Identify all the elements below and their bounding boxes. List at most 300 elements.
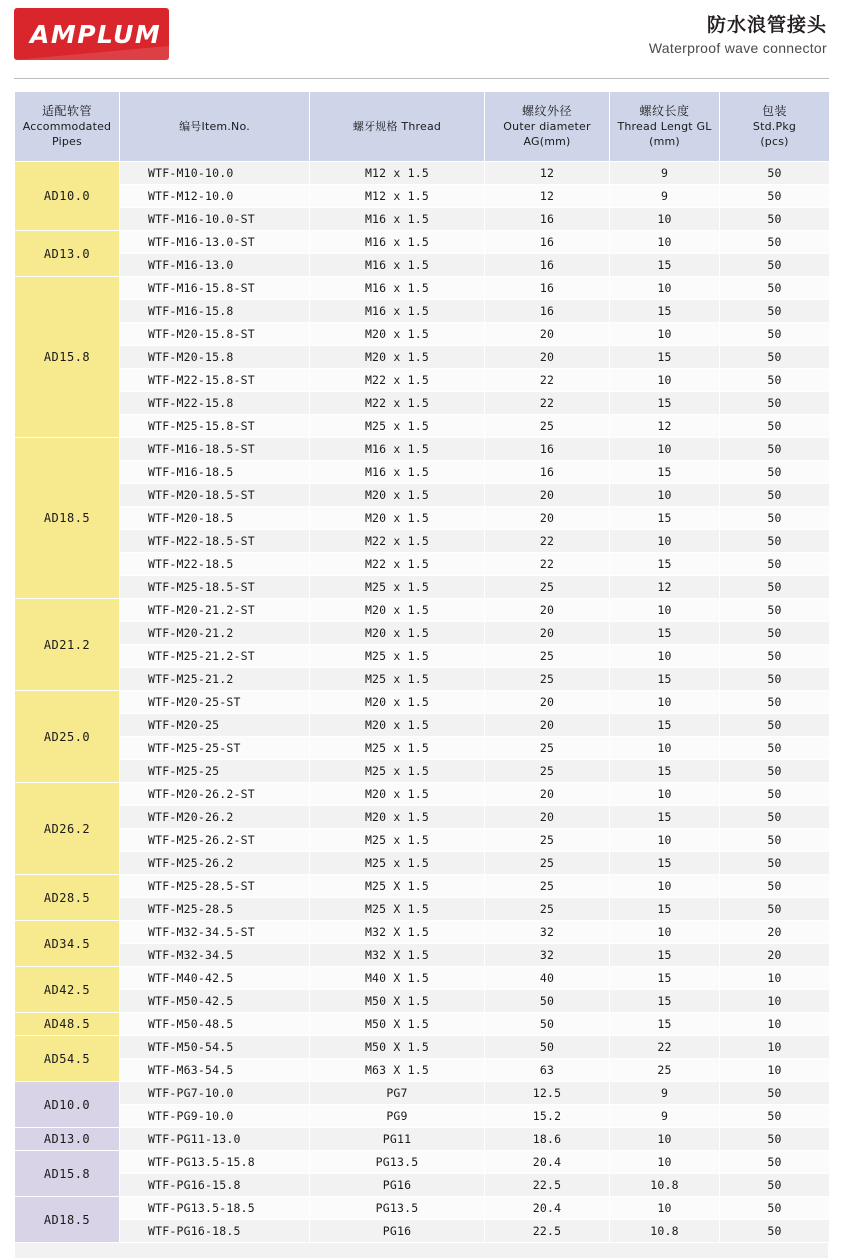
cell-thread: M20 x 1.5 bbox=[310, 783, 485, 806]
cell-item-no: WTF-M16-13.0 bbox=[120, 254, 310, 277]
table-row bbox=[15, 921, 830, 944]
cell-item-no: WTF-PG11-13.0 bbox=[120, 1128, 310, 1151]
brand-logo-text: AMPLUM bbox=[30, 19, 162, 49]
cell-outer-diameter: 16 bbox=[485, 461, 610, 484]
cell-thread-length: 10 bbox=[610, 599, 720, 622]
cell-outer-diameter: 20.4 bbox=[485, 1151, 610, 1174]
cell-thread: M16 x 1.5 bbox=[310, 208, 485, 231]
cell-item-no: WTF-M20-26.2 bbox=[120, 806, 310, 829]
cell-item-no: WTF-M25-26.2 bbox=[120, 852, 310, 875]
cell-thread-length: 10 bbox=[610, 277, 720, 300]
table-row bbox=[15, 668, 830, 691]
table-row bbox=[15, 1059, 830, 1082]
col-header-en-line2: (pcs) bbox=[760, 135, 789, 148]
cell-accommodated-pipe: AD15.8 bbox=[15, 277, 120, 438]
cell-outer-diameter: 50 bbox=[485, 1036, 610, 1059]
cell-thread-length: 10 bbox=[610, 231, 720, 254]
cell-accommodated-pipe: AD18.5 bbox=[15, 438, 120, 599]
cell-thread: M40 X 1.5 bbox=[310, 967, 485, 990]
cell-outer-diameter: 25 bbox=[485, 898, 610, 921]
col-header-en-line2: Pipes bbox=[52, 135, 82, 148]
cell-item-no: WTF-M16-13.0-ST bbox=[120, 231, 310, 254]
cell-outer-diameter: 20 bbox=[485, 507, 610, 530]
cell-item-no: WTF-M50-48.5 bbox=[120, 1013, 310, 1036]
cell-thread-length: 15 bbox=[610, 392, 720, 415]
cell-thread-length: 15 bbox=[610, 1013, 720, 1036]
cell-thread-length: 15 bbox=[610, 806, 720, 829]
cell-accommodated-pipe: AD48.5 bbox=[15, 1013, 120, 1036]
cell-std-pkg: 50 bbox=[720, 898, 830, 921]
cell-accommodated-pipe: AD42.5 bbox=[15, 967, 120, 1013]
cell-thread-length: 10 bbox=[610, 737, 720, 760]
cell-std-pkg: 50 bbox=[720, 1197, 830, 1220]
page-title-cn: 防水浪管接头 bbox=[706, 14, 827, 36]
cell-item-no: WTF-M16-15.8 bbox=[120, 300, 310, 323]
col-header-thread bbox=[310, 92, 485, 162]
cell-std-pkg: 10 bbox=[720, 1036, 830, 1059]
cell-std-pkg: 20 bbox=[720, 944, 830, 967]
cell-outer-diameter: 25 bbox=[485, 875, 610, 898]
spec-table bbox=[14, 91, 830, 1243]
cell-item-no: WTF-PG13.5-15.8 bbox=[120, 1151, 310, 1174]
cell-thread: M25 x 1.5 bbox=[310, 668, 485, 691]
cell-item-no: WTF-M22-15.8 bbox=[120, 392, 310, 415]
spec-table-body bbox=[15, 162, 830, 1243]
cell-outer-diameter: 16 bbox=[485, 277, 610, 300]
cell-outer-diameter: 50 bbox=[485, 990, 610, 1013]
cell-thread: PG11 bbox=[310, 1128, 485, 1151]
cell-thread: M25 x 1.5 bbox=[310, 415, 485, 438]
cell-thread: M25 X 1.5 bbox=[310, 898, 485, 921]
cell-outer-diameter: 15.2 bbox=[485, 1105, 610, 1128]
table-row bbox=[15, 530, 830, 553]
cell-item-no: WTF-M22-15.8-ST bbox=[120, 369, 310, 392]
cell-std-pkg: 50 bbox=[720, 300, 830, 323]
cell-thread-length: 10 bbox=[610, 875, 720, 898]
cell-outer-diameter: 25 bbox=[485, 576, 610, 599]
cell-thread-length: 10 bbox=[610, 1151, 720, 1174]
col-header-thread-length bbox=[610, 92, 720, 162]
cell-std-pkg: 50 bbox=[720, 392, 830, 415]
col-header-en-line1: Thread Lengt GL bbox=[617, 120, 712, 133]
cell-thread: M25 x 1.5 bbox=[310, 852, 485, 875]
cell-thread-length: 22 bbox=[610, 1036, 720, 1059]
cell-item-no: WTF-M20-15.8-ST bbox=[120, 323, 310, 346]
col-header-std-pkg bbox=[720, 92, 830, 162]
table-row bbox=[15, 185, 830, 208]
cell-thread-length: 10 bbox=[610, 829, 720, 852]
cell-std-pkg: 50 bbox=[720, 1174, 830, 1197]
cell-outer-diameter: 20.4 bbox=[485, 1197, 610, 1220]
cell-thread: M12 x 1.5 bbox=[310, 185, 485, 208]
cell-std-pkg: 50 bbox=[720, 254, 830, 277]
cell-accommodated-pipe: AD13.0 bbox=[15, 1128, 120, 1151]
cell-accommodated-pipe: AD34.5 bbox=[15, 921, 120, 967]
table-row bbox=[15, 553, 830, 576]
cell-item-no: WTF-M20-15.8 bbox=[120, 346, 310, 369]
cell-outer-diameter: 63 bbox=[485, 1059, 610, 1082]
cell-accommodated-pipe: AD18.5 bbox=[15, 1197, 120, 1243]
cell-std-pkg: 50 bbox=[720, 737, 830, 760]
cell-thread: M20 x 1.5 bbox=[310, 346, 485, 369]
cell-thread: M16 x 1.5 bbox=[310, 300, 485, 323]
table-row bbox=[15, 1197, 830, 1220]
cell-thread-length: 10 bbox=[610, 369, 720, 392]
cell-accommodated-pipe: AD13.0 bbox=[15, 231, 120, 277]
cell-item-no: WTF-M25-18.5-ST bbox=[120, 576, 310, 599]
table-row bbox=[15, 599, 830, 622]
col-header-cn: 包装 bbox=[761, 104, 787, 118]
cell-std-pkg: 10 bbox=[720, 1013, 830, 1036]
cell-thread-length: 10 bbox=[610, 484, 720, 507]
cell-thread: M20 x 1.5 bbox=[310, 714, 485, 737]
cell-outer-diameter: 16 bbox=[485, 231, 610, 254]
cell-item-no: WTF-M25-28.5-ST bbox=[120, 875, 310, 898]
cell-item-no: WTF-M32-34.5 bbox=[120, 944, 310, 967]
cell-thread: M25 x 1.5 bbox=[310, 829, 485, 852]
table-row bbox=[15, 714, 830, 737]
cell-thread: M25 x 1.5 bbox=[310, 576, 485, 599]
cell-thread: PG7 bbox=[310, 1082, 485, 1105]
cell-item-no: WTF-M25-26.2-ST bbox=[120, 829, 310, 852]
cell-outer-diameter: 16 bbox=[485, 300, 610, 323]
cell-thread: M16 x 1.5 bbox=[310, 438, 485, 461]
cell-thread-length: 15 bbox=[610, 507, 720, 530]
cell-std-pkg: 50 bbox=[720, 1105, 830, 1128]
cell-item-no: WTF-M25-15.8-ST bbox=[120, 415, 310, 438]
cell-std-pkg: 50 bbox=[720, 346, 830, 369]
spec-table-head bbox=[15, 92, 830, 162]
cell-item-no: WTF-M10-10.0 bbox=[120, 162, 310, 185]
cell-outer-diameter: 20 bbox=[485, 323, 610, 346]
cell-item-no: WTF-M25-21.2 bbox=[120, 668, 310, 691]
table-header-row bbox=[15, 92, 830, 162]
table-row bbox=[15, 852, 830, 875]
table-row bbox=[15, 1151, 830, 1174]
table-row bbox=[15, 438, 830, 461]
cell-outer-diameter: 25 bbox=[485, 829, 610, 852]
cell-thread: M22 x 1.5 bbox=[310, 392, 485, 415]
cell-item-no: WTF-M16-18.5 bbox=[120, 461, 310, 484]
cell-std-pkg: 50 bbox=[720, 162, 830, 185]
cell-std-pkg: 50 bbox=[720, 806, 830, 829]
cell-thread-length: 9 bbox=[610, 1105, 720, 1128]
cell-item-no: WTF-M63-54.5 bbox=[120, 1059, 310, 1082]
cell-thread: M25 x 1.5 bbox=[310, 737, 485, 760]
cell-outer-diameter: 20 bbox=[485, 783, 610, 806]
table-row bbox=[15, 576, 830, 599]
cell-thread: M50 X 1.5 bbox=[310, 990, 485, 1013]
cell-std-pkg: 50 bbox=[720, 277, 830, 300]
cell-std-pkg: 20 bbox=[720, 921, 830, 944]
cell-thread-length: 25 bbox=[610, 1059, 720, 1082]
cell-thread: M25 x 1.5 bbox=[310, 760, 485, 783]
cell-thread: M16 x 1.5 bbox=[310, 461, 485, 484]
page-title-en: Waterproof wave connector bbox=[648, 40, 827, 56]
cell-thread: M22 x 1.5 bbox=[310, 530, 485, 553]
cell-thread: M22 x 1.5 bbox=[310, 369, 485, 392]
cell-item-no: WTF-M12-10.0 bbox=[120, 185, 310, 208]
cell-item-no: WTF-M16-10.0-ST bbox=[120, 208, 310, 231]
cell-outer-diameter: 25 bbox=[485, 760, 610, 783]
cell-thread-length: 10 bbox=[610, 438, 720, 461]
cell-thread-length: 15 bbox=[610, 668, 720, 691]
cell-std-pkg: 10 bbox=[720, 990, 830, 1013]
table-row bbox=[15, 691, 830, 714]
table-row bbox=[15, 254, 830, 277]
cell-thread: PG16 bbox=[310, 1174, 485, 1197]
cell-thread: PG9 bbox=[310, 1105, 485, 1128]
cell-thread: M32 X 1.5 bbox=[310, 921, 485, 944]
cell-item-no: WTF-PG16-18.5 bbox=[120, 1220, 310, 1243]
cell-std-pkg: 50 bbox=[720, 369, 830, 392]
cell-std-pkg: 50 bbox=[720, 622, 830, 645]
page-title bbox=[649, 8, 829, 58]
cell-thread: M63 X 1.5 bbox=[310, 1059, 485, 1082]
cell-thread-length: 15 bbox=[610, 300, 720, 323]
cell-std-pkg: 50 bbox=[720, 553, 830, 576]
col-header-cn: 螺纹长度 bbox=[639, 104, 690, 118]
table-row bbox=[15, 622, 830, 645]
cell-item-no: WTF-M32-34.5-ST bbox=[120, 921, 310, 944]
table-row bbox=[15, 300, 830, 323]
cell-outer-diameter: 22 bbox=[485, 392, 610, 415]
brand-logo bbox=[14, 8, 169, 60]
cell-thread: M25 X 1.5 bbox=[310, 875, 485, 898]
spec-table-wrap bbox=[0, 79, 843, 1243]
cell-std-pkg: 50 bbox=[720, 576, 830, 599]
cell-thread-length: 12 bbox=[610, 576, 720, 599]
cell-thread: M50 X 1.5 bbox=[310, 1036, 485, 1059]
cell-accommodated-pipe: AD15.8 bbox=[15, 1151, 120, 1197]
cell-thread-length: 10 bbox=[610, 208, 720, 231]
cell-thread-length: 10.8 bbox=[610, 1174, 720, 1197]
cell-thread-length: 10 bbox=[610, 323, 720, 346]
col-header-en-line2: (mm) bbox=[649, 135, 680, 148]
col-header-cn: 适配软管 bbox=[41, 104, 92, 118]
cell-outer-diameter: 22 bbox=[485, 369, 610, 392]
cell-item-no: WTF-M25-25 bbox=[120, 760, 310, 783]
cell-outer-diameter: 32 bbox=[485, 944, 610, 967]
table-row bbox=[15, 392, 830, 415]
cell-thread: PG13.5 bbox=[310, 1151, 485, 1174]
cell-item-no: WTF-M25-25-ST bbox=[120, 737, 310, 760]
table-row bbox=[15, 898, 830, 921]
cell-std-pkg: 10 bbox=[720, 967, 830, 990]
cell-std-pkg: 50 bbox=[720, 1220, 830, 1243]
cell-thread: M16 x 1.5 bbox=[310, 277, 485, 300]
cell-thread-length: 10 bbox=[610, 530, 720, 553]
cell-item-no: WTF-M20-25 bbox=[120, 714, 310, 737]
cell-thread-length: 15 bbox=[610, 944, 720, 967]
cell-thread-length: 12 bbox=[610, 415, 720, 438]
col-header-en-line1: Outer diameter bbox=[503, 120, 591, 133]
cell-thread: M50 X 1.5 bbox=[310, 1013, 485, 1036]
cell-thread-length: 15 bbox=[610, 760, 720, 783]
cell-std-pkg: 50 bbox=[720, 875, 830, 898]
cell-item-no: WTF-M16-15.8-ST bbox=[120, 277, 310, 300]
cell-thread-length: 10 bbox=[610, 1128, 720, 1151]
table-row bbox=[15, 1220, 830, 1243]
cell-thread-length: 15 bbox=[610, 553, 720, 576]
table-row bbox=[15, 737, 830, 760]
table-row bbox=[15, 507, 830, 530]
cell-thread: M20 x 1.5 bbox=[310, 507, 485, 530]
table-row bbox=[15, 990, 830, 1013]
cell-thread: M20 x 1.5 bbox=[310, 484, 485, 507]
cell-item-no: WTF-PG16-15.8 bbox=[120, 1174, 310, 1197]
cell-thread: M16 x 1.5 bbox=[310, 254, 485, 277]
cell-outer-diameter: 20 bbox=[485, 622, 610, 645]
cell-accommodated-pipe: AD10.0 bbox=[15, 1082, 120, 1128]
col-header-en-line1: 螺牙规格 Thread bbox=[352, 120, 442, 133]
cell-item-no: WTF-PG13.5-18.5 bbox=[120, 1197, 310, 1220]
cell-thread-length: 10 bbox=[610, 921, 720, 944]
cell-std-pkg: 50 bbox=[720, 208, 830, 231]
cell-thread: M32 X 1.5 bbox=[310, 944, 485, 967]
cell-outer-diameter: 16 bbox=[485, 438, 610, 461]
cell-thread-length: 15 bbox=[610, 714, 720, 737]
cell-std-pkg: 50 bbox=[720, 1082, 830, 1105]
page-header bbox=[0, 0, 843, 74]
cell-outer-diameter: 22.5 bbox=[485, 1220, 610, 1243]
cell-std-pkg: 50 bbox=[720, 852, 830, 875]
cell-thread-length: 15 bbox=[610, 990, 720, 1013]
cell-std-pkg: 50 bbox=[720, 185, 830, 208]
cell-thread-length: 10 bbox=[610, 645, 720, 668]
cell-thread: M20 x 1.5 bbox=[310, 323, 485, 346]
cell-outer-diameter: 25 bbox=[485, 415, 610, 438]
col-header-accommodated-pipes bbox=[15, 92, 120, 162]
cell-outer-diameter: 12 bbox=[485, 162, 610, 185]
cell-item-no: WTF-M25-28.5 bbox=[120, 898, 310, 921]
cell-thread-length: 9 bbox=[610, 162, 720, 185]
table-row bbox=[15, 967, 830, 990]
col-header-en-line1: 编号Item.No. bbox=[179, 120, 250, 133]
cell-outer-diameter: 16 bbox=[485, 254, 610, 277]
col-header-en-line2: AG(mm) bbox=[523, 135, 571, 148]
cell-std-pkg: 50 bbox=[720, 599, 830, 622]
cell-thread: M20 x 1.5 bbox=[310, 622, 485, 645]
cell-item-no: WTF-M20-18.5-ST bbox=[120, 484, 310, 507]
cell-outer-diameter: 40 bbox=[485, 967, 610, 990]
cell-outer-diameter: 20 bbox=[485, 806, 610, 829]
cell-thread-length: 15 bbox=[610, 346, 720, 369]
cell-outer-diameter: 22 bbox=[485, 553, 610, 576]
cell-outer-diameter: 20 bbox=[485, 599, 610, 622]
cell-accommodated-pipe: AD26.2 bbox=[15, 783, 120, 875]
cell-thread: PG13.5 bbox=[310, 1197, 485, 1220]
table-row bbox=[15, 208, 830, 231]
cell-std-pkg: 50 bbox=[720, 829, 830, 852]
cell-item-no: WTF-M20-25-ST bbox=[120, 691, 310, 714]
cell-outer-diameter: 22.5 bbox=[485, 1174, 610, 1197]
cell-std-pkg: 50 bbox=[720, 484, 830, 507]
cell-outer-diameter: 20 bbox=[485, 714, 610, 737]
cell-thread-length: 15 bbox=[610, 967, 720, 990]
cell-std-pkg: 50 bbox=[720, 760, 830, 783]
cell-thread: M20 x 1.5 bbox=[310, 599, 485, 622]
cell-item-no: WTF-M50-54.5 bbox=[120, 1036, 310, 1059]
cell-accommodated-pipe: AD28.5 bbox=[15, 875, 120, 921]
cell-std-pkg: 50 bbox=[720, 645, 830, 668]
col-header-en-line1: Std.Pkg bbox=[752, 120, 797, 133]
table-row bbox=[15, 346, 830, 369]
cell-item-no: WTF-PG7-10.0 bbox=[120, 1082, 310, 1105]
cell-std-pkg: 50 bbox=[720, 783, 830, 806]
cell-thread-length: 10.8 bbox=[610, 1220, 720, 1243]
cell-item-no: WTF-PG9-10.0 bbox=[120, 1105, 310, 1128]
cell-item-no: WTF-M40-42.5 bbox=[120, 967, 310, 990]
cell-outer-diameter: 20 bbox=[485, 484, 610, 507]
cell-outer-diameter: 20 bbox=[485, 346, 610, 369]
table-row bbox=[15, 1013, 830, 1036]
cell-std-pkg: 50 bbox=[720, 438, 830, 461]
table-row bbox=[15, 461, 830, 484]
cell-outer-diameter: 12 bbox=[485, 185, 610, 208]
cell-std-pkg: 50 bbox=[720, 461, 830, 484]
cell-std-pkg: 50 bbox=[720, 323, 830, 346]
table-row bbox=[15, 484, 830, 507]
cell-item-no: WTF-M20-18.5 bbox=[120, 507, 310, 530]
cell-outer-diameter: 50 bbox=[485, 1013, 610, 1036]
cell-thread-length: 15 bbox=[610, 852, 720, 875]
table-row bbox=[15, 1128, 830, 1151]
table-row bbox=[15, 944, 830, 967]
table-row bbox=[15, 829, 830, 852]
col-header-outer-diameter bbox=[485, 92, 610, 162]
col-header-item-no bbox=[120, 92, 310, 162]
table-row bbox=[15, 1082, 830, 1105]
cell-thread-length: 10 bbox=[610, 691, 720, 714]
col-header-cn: 螺纹外径 bbox=[521, 104, 572, 118]
cell-std-pkg: 50 bbox=[720, 530, 830, 553]
cell-outer-diameter: 20 bbox=[485, 691, 610, 714]
cell-outer-diameter: 12.5 bbox=[485, 1082, 610, 1105]
cell-accommodated-pipe: AD25.0 bbox=[15, 691, 120, 783]
table-row bbox=[15, 1174, 830, 1197]
table-row bbox=[15, 415, 830, 438]
cell-accommodated-pipe: AD21.2 bbox=[15, 599, 120, 691]
cell-thread-length: 15 bbox=[610, 898, 720, 921]
table-row bbox=[15, 1105, 830, 1128]
cell-std-pkg: 50 bbox=[720, 1128, 830, 1151]
cell-item-no: WTF-M50-42.5 bbox=[120, 990, 310, 1013]
table-row bbox=[15, 645, 830, 668]
cell-outer-diameter: 25 bbox=[485, 645, 610, 668]
cell-item-no: WTF-M22-18.5 bbox=[120, 553, 310, 576]
cell-accommodated-pipe: AD54.5 bbox=[15, 1036, 120, 1082]
table-row bbox=[15, 231, 830, 254]
cell-outer-diameter: 16 bbox=[485, 208, 610, 231]
cell-thread: M16 x 1.5 bbox=[310, 231, 485, 254]
cell-thread: M22 x 1.5 bbox=[310, 553, 485, 576]
table-row bbox=[15, 1036, 830, 1059]
table-row bbox=[15, 806, 830, 829]
cell-outer-diameter: 18.6 bbox=[485, 1128, 610, 1151]
col-header-en-line1: Accommodated bbox=[22, 120, 112, 133]
cell-thread-length: 10 bbox=[610, 1197, 720, 1220]
table-row bbox=[15, 783, 830, 806]
cell-accommodated-pipe: AD10.0 bbox=[15, 162, 120, 231]
cell-thread-length: 9 bbox=[610, 185, 720, 208]
cell-outer-diameter: 25 bbox=[485, 668, 610, 691]
table-row bbox=[15, 162, 830, 185]
cell-thread-length: 10 bbox=[610, 783, 720, 806]
cell-item-no: WTF-M16-18.5-ST bbox=[120, 438, 310, 461]
cell-thread-length: 9 bbox=[610, 1082, 720, 1105]
cell-item-no: WTF-M25-21.2-ST bbox=[120, 645, 310, 668]
